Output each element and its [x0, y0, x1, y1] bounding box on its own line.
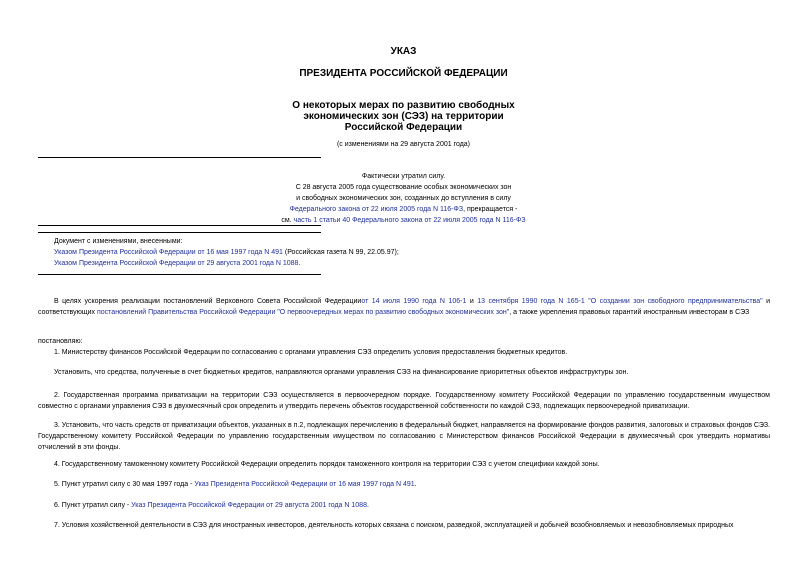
decree-1088-link[interactable]: Указом Президента Российской Федерации от 29 августа 2001 года N 1088 — [54, 260, 299, 267]
amendments-intro: Документ с изменениями, внесенными: — [54, 238, 183, 245]
heading-line: О некоторых мерах по развитию свободных — [292, 100, 515, 111]
item-5 — [54, 481, 417, 488]
decree-491-link[interactable]: Указом Президента Российской Федерации от 16 мая 1997 года N 491 — [54, 249, 283, 256]
resolution-106-link[interactable]: от 14 июля 1990 года N 106-1 — [361, 298, 467, 305]
doc-issuer: ПРЕЗИДЕНТА РОССИЙСКОЙ ФЕДЕРАЦИИ — [299, 68, 508, 79]
lapse-line — [0, 204, 807, 215]
item-7: 7. Условия хозяйственной деятельности в СЭЗ для иностранных инвесторов, деятельность которых связана с поиском, разведкой, эксплуатацией и добычей возобновляемых и невозобновляемых природных — [54, 522, 734, 529]
item-4: 4. Государственному таможенному комитету Российской Федерации определить порядок таможенного контроля на территории СЭЗ с учетом специфики каждой зоны. — [54, 461, 600, 468]
amend-note: (с изменениями на 29 августа 2001 года) — [336, 141, 471, 148]
lapse-line: Фактически утратил силу. — [361, 173, 446, 180]
amendment-item — [54, 247, 399, 258]
lapse-line: С 28 августа 2005 года существование особых экономических зон — [295, 184, 512, 191]
preamble-text: и соответствующих — [38, 298, 771, 316]
preamble — [38, 296, 770, 318]
heading-line: Российской Федерации — [344, 122, 463, 133]
item-6 — [54, 502, 369, 509]
item-2: 2. Государственная программа приватизации на территории СЭЗ осуществляется в первоочередном порядке. Государственному комитету Российской Федерации по управлению государственным имуществом совместно с органами управления СЭЗ в двухмесячный срок определить и утвердить перечень объектов государственной собственности по каждой СЭЗ, подлежащих первоочередной приватизации. — [38, 392, 770, 410]
item-6-tail: . — [366, 502, 369, 509]
item-5-text: 5. Пункт утратил силу с 30 мая 1997 года - — [54, 481, 195, 488]
divider — [38, 157, 321, 158]
doc-type: УКАЗ — [390, 46, 417, 57]
heading-line: экономических зон (СЭЗ) на территории — [303, 111, 504, 122]
government-resolutions-link[interactable]: постановлений Правительства Российской Федерации "О первоочередных мерах по развитию свободных экономических зон" — [96, 309, 510, 316]
lapse-see: см. — [281, 217, 294, 224]
resolution-165-link[interactable]: 13 сентября 1990 года N 165-1 "О создании зон свободного предпринимательства" — [477, 298, 763, 305]
lapse-notice — [0, 171, 807, 226]
doc-heading — [0, 100, 807, 133]
item-1b: Установить, что средства, полученные в счет бюджетных кредитов, направляются органами управления СЭЗ на финансирование приоритетных объектов инфраструктуры зон. — [54, 369, 629, 376]
divider — [38, 225, 321, 226]
amendment-tail: . — [298, 260, 301, 267]
item-3: 3. Установить, что часть средств от приватизации объектов, указанных в п.2, подлежащих перечислению в федеральный бюджет, направляется на формирование фондов развития, залоговых и страховых фондов СЭЗ. Государственному комитету Российской Федерации по управлению государственным имуществом по согласованию с Министерством финансов Российской Федерации в двухмесячный срок утвердить нормативы отчислений в эти фонды. — [38, 422, 770, 451]
item-6-decree-link[interactable]: Указ Президента Российской Федерации от 29 августа 2001 года N 1088 — [131, 502, 367, 509]
lapse-line: и свободных экономических зон, созданных до вступления в силу — [296, 195, 511, 202]
item-5-tail: . — [414, 481, 417, 488]
law-116-link[interactable]: Федерального закона от 22 июля 2005 года N 116-ФЗ — [289, 206, 464, 213]
item-6-text: 6. Пункт утратил силу - — [54, 502, 132, 509]
amendment-source: (Российская газета N 99, 22.05.97); — [282, 249, 399, 256]
law-116-article-link[interactable]: часть 1 статьи 40 Федерального закона от 22 июля 2005 года N 116-ФЗ — [293, 217, 526, 224]
divider — [38, 274, 321, 275]
item-5-decree-link[interactable]: Указ Президента Российской Федерации от 16 мая 1997 года N 491 — [194, 481, 415, 488]
lapse-tail: , прекращается - — [463, 206, 518, 213]
amendments-block — [54, 236, 399, 269]
divider — [38, 232, 321, 233]
preamble-text: В целях ускорения реализации постановлений Верховного Совета Российской Федерации — [54, 298, 362, 305]
preamble-text: и — [466, 298, 478, 305]
preamble-text: , а также укрепления правовых гарантий иностранным инвесторам в СЭЗ — [509, 309, 750, 316]
amendment-item — [54, 258, 399, 269]
item-1: 1. Министерству финансов Российской Федерации по согласованию с органами управления СЭЗ определить условия предоставления бюджетных кредитов. — [54, 349, 568, 356]
resolve-word: постановляю: — [38, 338, 83, 345]
